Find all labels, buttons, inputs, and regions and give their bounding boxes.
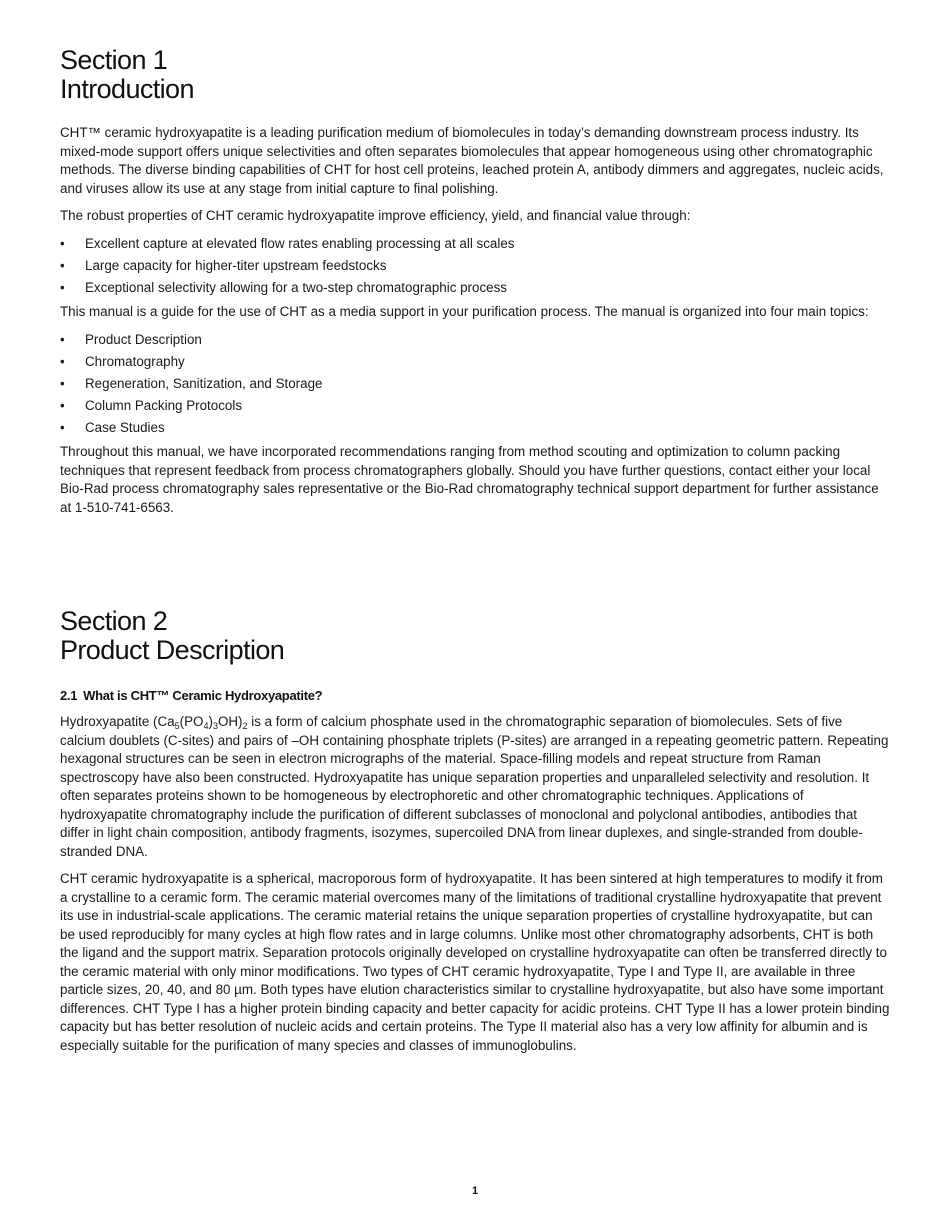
- list-item: • Excellent capture at elevated flow rates enabling processing at all scales: [60, 235, 890, 254]
- section-1-heading: [60, 46, 890, 104]
- subsection-number: 2.1: [60, 688, 78, 703]
- page-content: [60, 46, 890, 1055]
- bullet: •: [60, 353, 65, 369]
- topics-lead: This manual is a guide for the use of CHT as a media support in your purification process. The manual is organized into four main topics:: [60, 304, 869, 319]
- cht-description-paragraph: CHT ceramic hydroxyapatite is a spherical, macroporous form of hydroxyapatite. It has been sintered at high temperatures to modify it from a crystalline to a ceramic form. The ceramic material overcomes many of the limitations of traditional crystalline hydroxyapatite that prevent its use in industrial-scale applications. The ceramic material retains the unique separation properties of crystalline hydroxyapatite, but can be used reproducibly for many cycles at high flow rates and in large columns. Unlike most other chromatography adsorbents, CHT is both the ligand and the support matrix. Separation protocols originally developed on crystalline hydroxyapatite can often be transferred directly to the ceramic material with only minor modifications. Two types of CHT ceramic hydroxyapatite, Type I and Type II, are available in three particle sizes, 20, 40, and 80 µm. Both types have elution characteristics similar to crystalline hydroxyapatite, but also have some important differences. CHT Type I has a higher protein binding capacity and better capacity for acidic proteins. CHT Type II has a lower protein binding capacity but has better resolution of nucleic acids and certain proteins. The Type II material also has a very low affinity for albumin and is especially suitable for the purification of many species and classes of immunoglobulins.: [60, 871, 890, 1053]
- bullet: •: [60, 331, 65, 347]
- page-number: 1: [471, 1185, 479, 1197]
- bullet: •: [60, 257, 65, 273]
- list-item: • Column Packing Protocols: [60, 397, 890, 416]
- properties-lead: The robust properties of CHT ceramic hydroxyapatite improve efficiency, yield, and financial value through:: [60, 208, 691, 223]
- subsection-title: What is CHT™ Ceramic Hydroxyapatite?: [83, 688, 323, 703]
- bullet: •: [60, 397, 65, 413]
- bullet: •: [60, 279, 65, 295]
- list-item: • Regeneration, Sanitization, and Storage: [60, 375, 890, 394]
- bullet: •: [60, 235, 65, 251]
- closing-paragraph: Throughout this manual, we have incorporated recommendations ranging from method scouting and optimization to column packing techniques that represent feedback from process chromatographers globally. Should you have further questions, contact either your local Bio-Rad process chromatography sales representative or the Bio-Rad chromatography technical support department for further assistance at 1-510-741-6563.: [60, 444, 879, 515]
- section-1-label: Section 1: [60, 45, 168, 75]
- section-2-title: Product Description: [60, 635, 285, 665]
- section-2-heading: [60, 607, 890, 665]
- list-item: • Case Studies: [60, 419, 890, 438]
- list-item: • Exceptional selectivity allowing for a two-step chromatographic process: [60, 279, 890, 298]
- bullet: •: [60, 419, 65, 435]
- section-2-label: Section 2: [60, 606, 168, 636]
- bullet: •: [60, 375, 65, 391]
- hydroxyapatite-paragraph: Hydroxyapatite $(Ca_5(PO_4)_3OH)_2$ is a form of calcium phosphate used in the chromatographic separation of biomolecules. Sets of five calcium doublets (C-sites) and pairs of –OH containing phosphate triplets (P-sites) are arranged in a repeating geometric pattern. Repeating hexagonal structures can be seen in electron micrographs of the material. Space-filling models and repeat structure from Raman spectroscopy have also been constructed. Hydroxyapatite has unique separation properties and unparalleled selectivity and resolution. It often separates proteins shown to be homogeneous by electrophoretic and other chromatographic techniques. Applications of hydroxyapatite chromatography include the purification of different subclasses of monoclonal and polyclonal antibodies, antibodies that differ in light chain composition, antibody fragments, isozymes, supercoiled DNA from linear duplexes, and single-stranded from double-stranded DNA.: [60, 714, 889, 859]
- list-item: • Large capacity for higher-titer upstream feedstocks: [60, 257, 890, 276]
- properties-list: [60, 235, 890, 298]
- section-1-title: Introduction: [60, 74, 194, 104]
- subsection-heading: [60, 688, 890, 703]
- list-item: • Product Description: [60, 331, 890, 350]
- topics-list: [60, 331, 890, 438]
- intro-paragraph: CHT™ ceramic hydroxyapatite is a leading purification medium of biomolecules in today’s demanding downstream process industry. Its mixed-mode support offers unique selectivities and often separates biomolecules that appear homogeneous using other chromatographic methods. The diverse binding capabilities of CHT for host cell proteins, leached protein A, antibody dimmers and aggregates, nucleic acids, and viruses allow its use at any stage from initial capture to final polishing.: [60, 125, 884, 196]
- formula: Hydroxyapatite $(Ca_5(PO_4)_3OH)_2$: [60, 714, 248, 731]
- list-item: • Chromatography: [60, 353, 890, 372]
